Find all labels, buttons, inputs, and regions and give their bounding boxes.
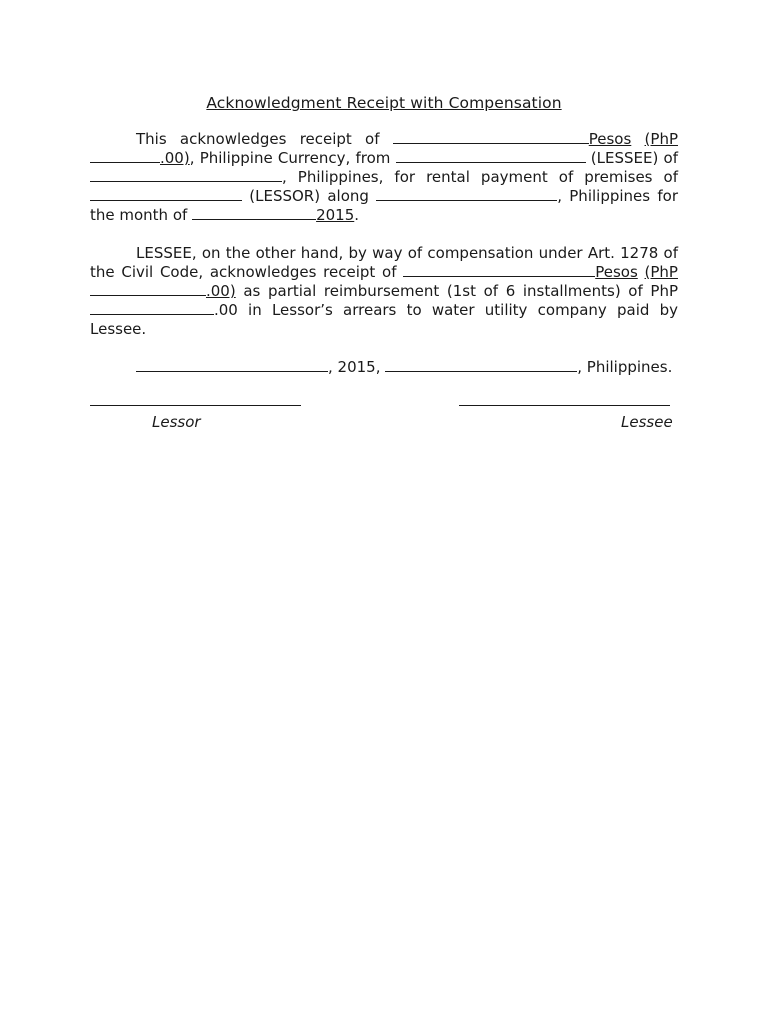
signature-block: [90, 405, 678, 475]
pesos-label: Pesos: [588, 130, 632, 148]
amount-words-line: [393, 130, 589, 144]
place-blank: [385, 358, 577, 372]
p1-text-5: Philippines for the month of: [90, 187, 678, 224]
p2-text-2: as partial reimbursement (1st of 6 installments) of PhP: [235, 282, 678, 300]
document-page: [90, 94, 678, 475]
arrears-amount-blank: [90, 301, 214, 315]
p1-lessee-paren: (LESSEE) of: [590, 149, 678, 167]
document-title: Acknowledgment Receipt with Compensation: [206, 94, 562, 112]
lessor-name-blank: [90, 187, 242, 201]
amount-words-blank: [393, 130, 632, 148]
p2-text-3: .00 in Lessor’s arrears to water utility company paid by Lessee.: [90, 301, 678, 338]
lessee-signature-line: [459, 405, 670, 406]
lessor-signature-line: [90, 405, 301, 406]
p1-text-2: , Philippine Currency, from: [189, 149, 396, 167]
date-place-line: , 2015, , Philippines.: [90, 358, 678, 377]
p2-php-amount-blank: (PhP.00): [90, 263, 678, 300]
month-blank: 2015: [192, 206, 354, 224]
p1-text-3: , Philippines, for rental payment of premises of: [282, 168, 678, 186]
lessee-address-blank: [90, 168, 282, 182]
p1-lessor-paren: (LESSOR) along: [242, 187, 377, 205]
p2-amount-words-blank: Pesos: [403, 263, 638, 281]
lessor-label: Lessor: [152, 413, 201, 431]
p1-text-1: This acknowledges receipt of: [136, 130, 393, 148]
php-amount-blank: (PhP.00): [90, 130, 678, 167]
compensation-paragraph: [90, 244, 678, 339]
receipt-paragraph: This acknowledges receipt of Pesos (PhP.00), Philippine Currency, from (LESSEE) of , Philippines, for rental payment of premises of (LESSOR) along , Philippines for the month of 2015.: [90, 130, 678, 224]
date-blank: [136, 358, 328, 372]
lessee-name-blank: [396, 149, 586, 163]
location-blank: [376, 187, 557, 201]
lessee-label: Lessee: [621, 413, 673, 431]
p2-text-1: LESSEE, on the other hand, by way of compensation under Art. 1278 of the Civil Code, acknowledges receipt of: [90, 244, 678, 281]
